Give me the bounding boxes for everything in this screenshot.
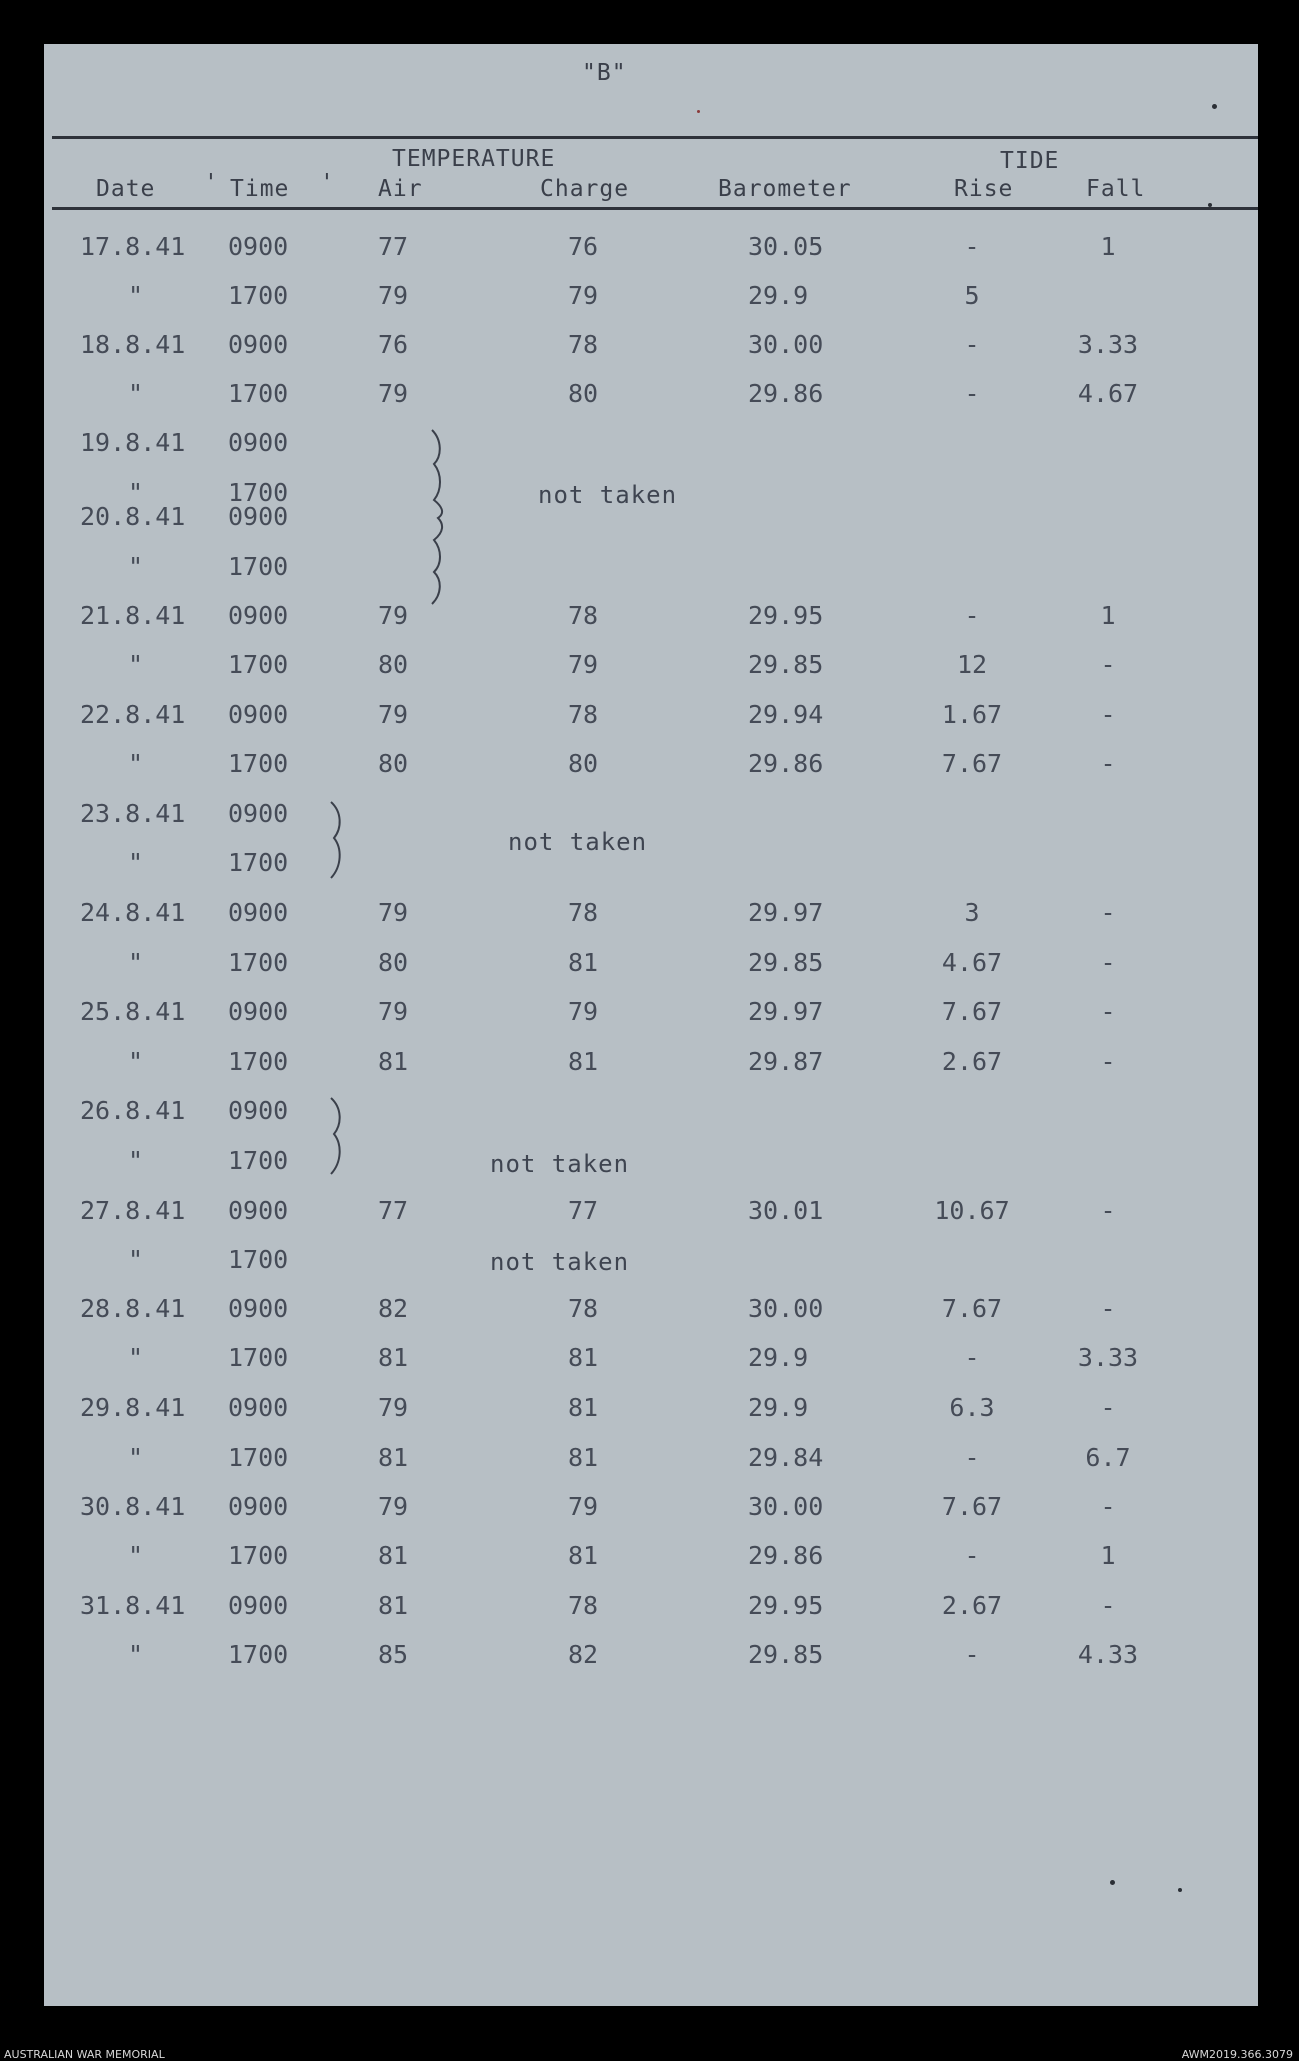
tide-fall-cell: 4.67 [1077, 379, 1139, 408]
tide-fall-cell: 1 [1100, 601, 1116, 630]
air-temp-cell: 82 [378, 1294, 409, 1323]
paper-speck [697, 110, 700, 113]
date-cell: " [128, 1245, 144, 1274]
barometer-cell: 29.97 [748, 997, 824, 1026]
tide-fall-cell: - [1100, 1196, 1116, 1225]
barometer-cell: 29.94 [748, 700, 824, 729]
not-taken-note: not taken [490, 1150, 630, 1178]
time-cell: 0900 [228, 1492, 289, 1521]
brace-mark [328, 800, 350, 880]
charge-temp-cell: 81 [568, 1343, 599, 1372]
barometer-cell: 29.85 [748, 948, 824, 977]
charge-temp-cell: 80 [568, 379, 599, 408]
date-cell: " [128, 1541, 144, 1570]
air-temp-cell: 79 [378, 601, 409, 630]
time-cell: 0900 [228, 799, 289, 828]
air-temp-cell: 81 [378, 1541, 409, 1570]
tide-rise-cell: 1.67 [941, 700, 1003, 729]
tide-rise-cell: 5 [964, 281, 980, 310]
barometer-cell: 29.9 [748, 281, 809, 310]
col-separator-mark: ' [204, 170, 219, 196]
date-cell: " [128, 848, 144, 877]
date-cell: " [128, 1640, 144, 1669]
date-cell: " [128, 749, 144, 778]
tide-rise-cell: 4.67 [941, 948, 1003, 977]
tide-rise-cell: 7.67 [941, 1492, 1003, 1521]
charge-temp-cell: 78 [568, 1294, 599, 1323]
barometer-cell: 29.9 [748, 1343, 809, 1372]
date-cell: 17.8.41 [80, 232, 186, 261]
date-cell: " [128, 948, 144, 977]
time-cell: 1700 [228, 948, 289, 977]
air-temp-cell: 79 [378, 281, 409, 310]
charge-temp-cell: 77 [568, 1196, 599, 1225]
air-temp-cell: 76 [378, 330, 409, 359]
tide-rise-cell: 6.3 [949, 1393, 995, 1422]
charge-temp-cell: 81 [568, 948, 599, 977]
barometer-cell: 30.00 [748, 330, 824, 359]
date-cell: 19.8.41 [80, 428, 186, 457]
barometer-cell: 29.97 [748, 898, 824, 927]
date-cell: 31.8.41 [80, 1591, 186, 1620]
barometer-cell: 30.01 [748, 1196, 824, 1225]
tide-rise-cell: 7.67 [941, 1294, 1003, 1323]
air-temp-cell: 81 [378, 1343, 409, 1372]
footer-right-label: AWM2019.366.3079 [1181, 2048, 1293, 2061]
air-temp-cell: 77 [378, 1196, 409, 1225]
date-cell: " [128, 1443, 144, 1472]
time-cell: 1700 [228, 1541, 289, 1570]
date-cell: 26.8.41 [80, 1096, 186, 1125]
tide-fall-cell: - [1100, 1393, 1116, 1422]
tide-fall-cell: - [1100, 749, 1116, 778]
charge-temp-cell: 81 [568, 1393, 599, 1422]
time-cell: 1700 [228, 1047, 289, 1076]
date-cell: 18.8.41 [80, 330, 186, 359]
barometer-cell: 30.00 [748, 1492, 824, 1521]
date-cell: " [128, 1047, 144, 1076]
tide-rise-cell: 10.67 [934, 1196, 1010, 1225]
date-cell: 30.8.41 [80, 1492, 186, 1521]
air-temp-cell: 81 [378, 1047, 409, 1076]
air-temp-cell: 81 [378, 1443, 409, 1472]
barometer-cell: 30.00 [748, 1294, 824, 1323]
charge-temp-cell: 76 [568, 232, 599, 261]
date-cell: " [128, 552, 144, 581]
charge-temp-cell: 81 [568, 1541, 599, 1570]
barometer-cell: 29.86 [748, 749, 824, 778]
paper-speck [1178, 1888, 1182, 1892]
air-temp-cell: 80 [378, 948, 409, 977]
time-cell: 1700 [228, 478, 289, 507]
paper-speck [1208, 203, 1212, 207]
tide-rise-cell: - [964, 1343, 980, 1372]
charge-temp-cell: 80 [568, 749, 599, 778]
barometer-cell: 29.86 [748, 1541, 824, 1570]
barometer-cell: 29.84 [748, 1443, 824, 1472]
barometer-cell: 29.95 [748, 601, 824, 630]
footer-left-label: AUSTRALIAN WAR MEMORIAL [4, 2048, 165, 2061]
tide-rise-cell: 2.67 [941, 1591, 1003, 1620]
paper-speck [1110, 1880, 1115, 1885]
tide-rise-cell: - [964, 379, 980, 408]
tide-fall-cell: - [1100, 650, 1116, 679]
air-temp-cell: 79 [378, 700, 409, 729]
air-temp-cell: 79 [378, 997, 409, 1026]
col-date-heading: Date [96, 176, 156, 202]
temperature-heading: TEMPERATURE [392, 146, 556, 172]
tide-rise-cell: - [964, 1541, 980, 1570]
col-time-heading: Time [230, 176, 290, 202]
time-cell: 0900 [228, 428, 289, 457]
time-cell: 1700 [228, 848, 289, 877]
col-charge-heading: Charge [540, 176, 630, 202]
time-cell: 0900 [228, 330, 289, 359]
tide-rise-cell: - [964, 601, 980, 630]
col-separator-mark: ' [320, 170, 335, 196]
time-cell: 1700 [228, 1245, 289, 1274]
time-cell: 1700 [228, 1640, 289, 1669]
tide-fall-cell: - [1100, 1294, 1116, 1323]
date-cell: 28.8.41 [80, 1294, 186, 1323]
time-cell: 0900 [228, 898, 289, 927]
tide-fall-cell: 3.33 [1077, 1343, 1139, 1372]
tide-fall-cell: - [1100, 1492, 1116, 1521]
tide-rise-cell: 3 [964, 898, 980, 927]
time-cell: 1700 [228, 1146, 289, 1175]
time-cell: 0900 [228, 1196, 289, 1225]
date-cell: 22.8.41 [80, 700, 186, 729]
tide-rise-cell: - [964, 1443, 980, 1472]
barometer-cell: 29.87 [748, 1047, 824, 1076]
barometer-cell: 30.05 [748, 232, 824, 261]
tide-rise-cell: - [964, 232, 980, 261]
time-cell: 1700 [228, 1343, 289, 1372]
charge-temp-cell: 81 [568, 1443, 599, 1472]
page-label: "B" [582, 60, 627, 86]
date-cell: 23.8.41 [80, 799, 186, 828]
date-cell: " [128, 650, 144, 679]
air-temp-cell: 80 [378, 749, 409, 778]
document-page [44, 44, 1258, 2006]
air-temp-cell: 85 [378, 1640, 409, 1669]
time-cell: 0900 [228, 1393, 289, 1422]
air-temp-cell: 80 [378, 650, 409, 679]
tide-rise-cell: 2.67 [941, 1047, 1003, 1076]
time-cell: 0900 [228, 700, 289, 729]
time-cell: 1700 [228, 552, 289, 581]
tide-fall-cell: - [1100, 700, 1116, 729]
header-top-rule [52, 136, 1258, 139]
tide-fall-cell: 3.33 [1077, 330, 1139, 359]
time-cell: 1700 [228, 281, 289, 310]
tide-rise-cell: - [964, 1640, 980, 1669]
time-cell: 1700 [228, 650, 289, 679]
barometer-cell: 29.95 [748, 1591, 824, 1620]
tide-fall-cell: 1 [1100, 232, 1116, 261]
charge-temp-cell: 79 [568, 997, 599, 1026]
tide-rise-cell: - [964, 330, 980, 359]
time-cell: 0900 [228, 997, 289, 1026]
tide-rise-cell: 7.67 [941, 997, 1003, 1026]
charge-temp-cell: 78 [568, 330, 599, 359]
barometer-cell: 29.85 [748, 1640, 824, 1669]
charge-temp-cell: 78 [568, 601, 599, 630]
tide-fall-cell: 6.7 [1085, 1443, 1131, 1472]
air-temp-cell: 81 [378, 1591, 409, 1620]
tide-fall-cell: - [1100, 1047, 1116, 1076]
date-cell: 21.8.41 [80, 601, 186, 630]
brace-mark [428, 428, 452, 606]
tide-rise-cell: 7.67 [941, 749, 1003, 778]
tide-fall-cell: - [1100, 948, 1116, 977]
charge-temp-cell: 81 [568, 1047, 599, 1076]
col-barometer-heading: Barometer [718, 176, 852, 202]
date-cell: " [128, 1146, 144, 1175]
date-cell: " [128, 281, 144, 310]
barometer-cell: 29.85 [748, 650, 824, 679]
time-cell: 0900 [228, 232, 289, 261]
tide-fall-cell: 1 [1100, 1541, 1116, 1570]
charge-temp-cell: 78 [568, 700, 599, 729]
charge-temp-cell: 79 [568, 650, 599, 679]
col-air-heading: Air [378, 176, 423, 202]
time-cell: 0900 [228, 1096, 289, 1125]
tide-rise-cell: 12 [956, 650, 988, 679]
air-temp-cell: 79 [378, 1492, 409, 1521]
charge-temp-cell: 78 [568, 898, 599, 927]
date-cell: 27.8.41 [80, 1196, 186, 1225]
time-cell: 1700 [228, 749, 289, 778]
date-cell: 24.8.41 [80, 898, 186, 927]
not-taken-note: not taken [538, 481, 678, 509]
not-taken-note: not taken [508, 828, 648, 856]
time-cell: 0900 [228, 1294, 289, 1323]
date-cell: 29.8.41 [80, 1393, 186, 1422]
col-fall-heading: Fall [1086, 176, 1146, 202]
time-cell: 0900 [228, 1591, 289, 1620]
date-cell: 20.8.41 [80, 502, 186, 531]
paper-speck [1212, 104, 1217, 109]
charge-temp-cell: 79 [568, 281, 599, 310]
time-cell: 0900 [228, 601, 289, 630]
time-cell: 0900 [228, 502, 289, 531]
tide-fall-cell: - [1100, 997, 1116, 1026]
charge-temp-cell: 78 [568, 1591, 599, 1620]
barometer-cell: 29.86 [748, 379, 824, 408]
charge-temp-cell: 82 [568, 1640, 599, 1669]
time-cell: 1700 [228, 379, 289, 408]
header-bottom-rule [52, 207, 1258, 210]
tide-fall-cell: - [1100, 1591, 1116, 1620]
charge-temp-cell: 79 [568, 1492, 599, 1521]
air-temp-cell: 79 [378, 898, 409, 927]
date-cell: 25.8.41 [80, 997, 186, 1026]
air-temp-cell: 79 [378, 1393, 409, 1422]
time-cell: 1700 [228, 1443, 289, 1472]
tide-heading: TIDE [1000, 148, 1060, 174]
brace-mark [328, 1096, 350, 1176]
not-taken-note: not taken [490, 1248, 630, 1276]
barometer-cell: 29.9 [748, 1393, 809, 1422]
date-cell: " [128, 1343, 144, 1372]
date-cell: " [128, 478, 144, 507]
col-rise-heading: Rise [954, 176, 1014, 202]
date-cell: " [128, 379, 144, 408]
air-temp-cell: 77 [378, 232, 409, 261]
tide-fall-cell: 4.33 [1077, 1640, 1139, 1669]
tide-fall-cell: - [1100, 898, 1116, 927]
air-temp-cell: 79 [378, 379, 409, 408]
